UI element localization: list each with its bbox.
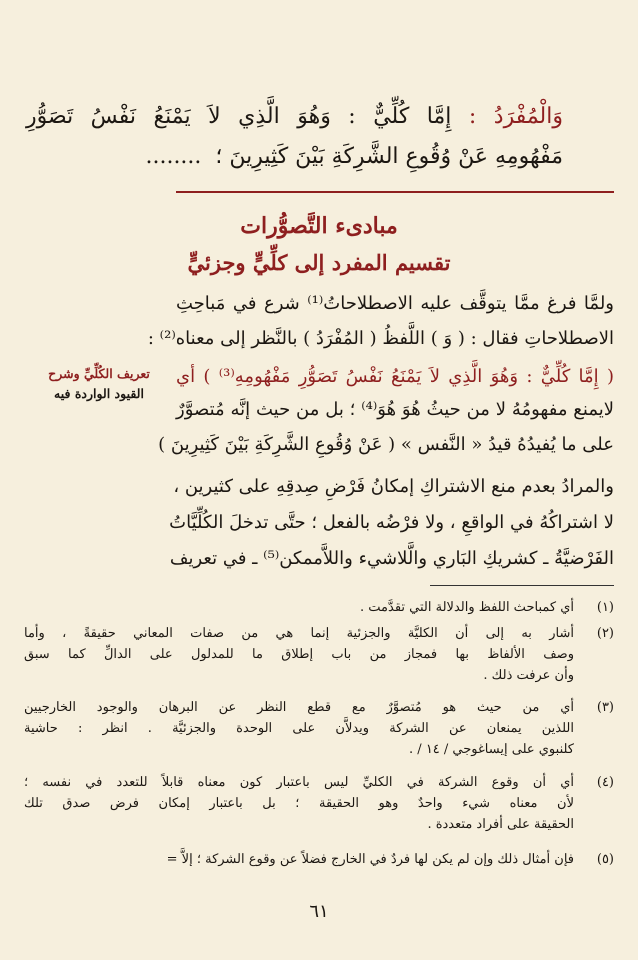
footnote-number: (٣): [596, 700, 614, 715]
footnote-line: أي من حيث هو مُتصوَّرٌ مع قطع النظر عن البرهان والوجود الخارجيين: [24, 700, 574, 715]
footnote-number: (٥): [596, 852, 614, 867]
body-line-3: ( إِمَّا كُلِّيٌّ : وَهُوَ الَّذِي لاَ يَمْنَعُ نَفْسُ تَصَوُّرِ مَفْهُومِهِ⁽³⁾ ) أي: [176, 366, 615, 387]
footnote-2: [24, 623, 614, 686]
footnote-1: [24, 597, 614, 618]
footnote-divider: [430, 585, 614, 586]
matn-label: وَالْمُفْرَدُ :: [468, 104, 563, 129]
footnote-line: أشار به إلى أن الكليَّة والجزئية إنما هي من صفات المعاني حقيقةً ، وأما: [24, 626, 574, 641]
body-line-1: ولمَّا فرغ ممَّا يتوقَّف عليه الاصطلاحاتُ⁽¹⁾ شرع في مَباحِثِ: [176, 293, 615, 314]
footnote-line: أي أن وقوع الشركة في الكليِّ ليس باعتبار كون معناه قابلاً للتعدد في نفسه ؛: [24, 775, 574, 790]
footnote-line: وأن عرفت ذلك .: [483, 668, 574, 683]
footnote-line: فإن أمثال ذلك وإن لم يكن لها فردٌ في الخارج فضلاً عن وقوع الشركة ؛ إلاَّ =: [166, 852, 574, 867]
footnote-4: [24, 772, 614, 835]
body-line-4: لايمنع مفهومُهُ لا من حيثُ هُوَ هُوَ⁽⁴⁾ ؛ بل من حيث إنَّه مُتصوَّرٌ: [176, 399, 614, 420]
body-line-6: والمرادُ بعدم منع الاشتراكِ إمكانُ فَرْضِ صِدقِهِ على كثيرين ،: [173, 476, 614, 497]
matn-line-1: [26, 102, 563, 132]
footnote-5: [24, 849, 614, 870]
matn-text-1: إِمَّا كُلِّيٌّ : وَهُوَ الَّذِي لاَ يَمْنَعُ نَفْسُ تَصَوُّرِ: [26, 104, 452, 129]
footnote-line: الحقيقة على أفراد متعددة .: [427, 817, 574, 832]
footnote-line: اللذين يمنعان عن الشركة ويدلاَّن على الوحدة والجزئيَّة . انظر : حاشية: [24, 721, 574, 736]
footnote-line: أي كمباحث اللفظ والدلالة التي تقدَّمت .: [360, 600, 574, 615]
footnote-line: كلنبوي على إيساغوجي / ١٤ / .: [409, 742, 574, 757]
page-number: ٦١: [309, 901, 329, 922]
matn-dots: ........: [145, 144, 202, 169]
footnote-number: (٢): [596, 626, 614, 641]
body-line-8: الفَرْضيَّةُ ـ كشريكِ البَاري والَّلاشيء واللاَّممكن⁽⁵⁾ ـ في تعريف: [169, 548, 614, 569]
margin-note-line-2: القيود الواردة فيه: [54, 386, 144, 401]
footnote-3: [24, 697, 614, 760]
margin-note-line-1: تعريف الكُلِّيِّ وشرح: [48, 366, 150, 381]
body-line-5: على ما يُفيدُهُ قيدُ « النَّفس » ( عَنْ وُقُوعِ الشَّرِكَةِ بَيْنَ كَثِيرِينَ ): [158, 434, 614, 455]
matn-text-2: مَفْهُومِهِ عَنْ وُقُوعِ الشَّرِكَةِ بَيْنَ كَثِيرِينَ ؛: [215, 144, 563, 169]
footnote-number: (٤): [596, 775, 614, 790]
section-title: مبادىء التَّصوُّرات: [240, 213, 398, 239]
margin-note: [30, 364, 168, 404]
footnote-line: وصف الألفاظ بها فمجاز من باب إطلاق ما للمدلول على الدالِّ كما سبق: [24, 647, 574, 662]
matn-line-2: [26, 142, 563, 172]
footnote-number: (١): [596, 600, 614, 615]
section-subtitle: تقسيم المفرد إلى كلِّيٍّ وجزئيٍّ: [187, 250, 451, 275]
body-line-7: لا اشتراكُهُ في الواقعِ ، ولا فرْضُه بالفعل ؛ حتَّى تدخلَ الكُلِّيَّاتُ: [169, 512, 614, 533]
section-divider: [176, 191, 614, 193]
footnote-line: لأن معناه شيء واحدٌ وهو الحقيقة ؛ بل باعتبار إمكان فرض صدق تلك: [24, 796, 574, 811]
body-line-2: الاصطلاحاتِ فقال : ( وَ ) اللَّفظُ ( المُفْرَدُ ) بالنَّظر إلى معناه⁽²⁾ :: [147, 328, 614, 349]
